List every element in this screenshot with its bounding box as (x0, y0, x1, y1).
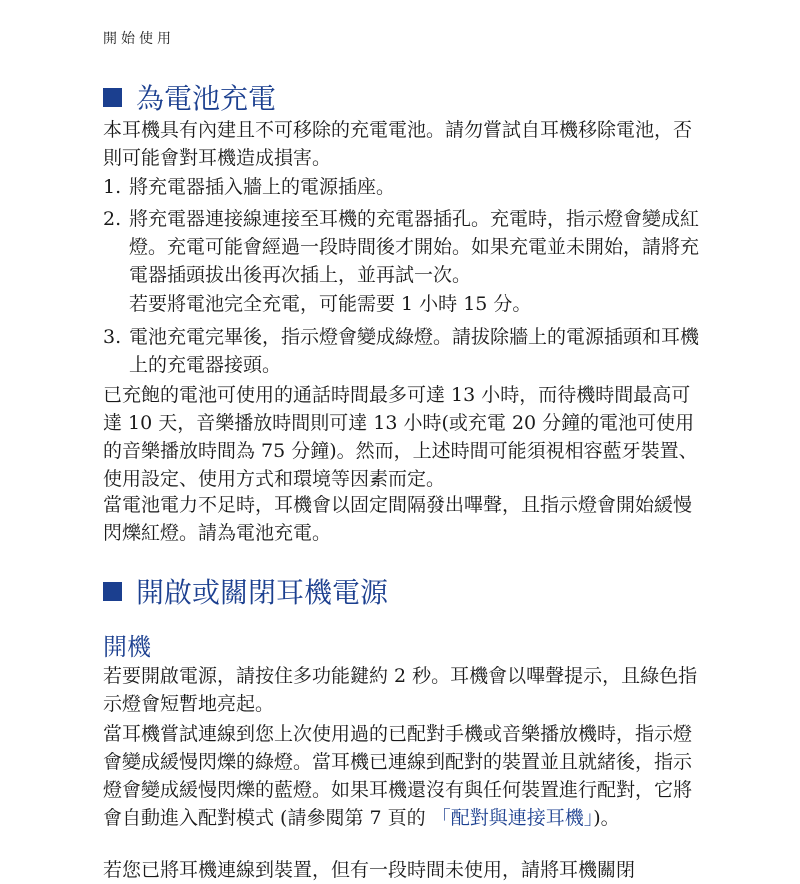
section-title-text: 開啟或關閉耳機電源 (136, 576, 389, 609)
section-title-text: 為電池充電 (136, 82, 277, 115)
intro-paragraph: 本耳機具有內建且不可移除的充電電池。請勿嘗試自耳機移除電池，否則可能會對耳機造成損害。 (103, 119, 693, 169)
running-head: 開始使用 (103, 31, 175, 47)
item-number: 2. (103, 208, 122, 230)
square-bullet-icon (103, 582, 122, 601)
pairing-link[interactable]: 「配對與連接耳機」 (431, 807, 594, 829)
item-text: 將充電器連接線連接至耳機的充電器插孔。充電時，指示燈會變成紅燈。充電可能會經過一段時間後才開始。如果充電並未開始，請將充電器插頭拔出後再次插上，並再試一次。 (129, 208, 700, 286)
connect-text-end: )。 (593, 807, 620, 829)
item-number: 3. (103, 326, 122, 348)
item-text: 將充電器插入牆上的電源插座。 (129, 176, 396, 198)
charge-time-note: 若要將電池完全充電，可能需要 1 小時 15 分。 (129, 293, 532, 315)
section-heading-power (103, 571, 388, 611)
power-on-paragraph: 若要開啟電源，請按住多功能鍵約 2 秒。耳機會以嗶聲提示，且綠色指示燈會短暫地亮起。 (103, 665, 698, 715)
list-item (103, 323, 703, 379)
section-heading-charge (103, 77, 276, 117)
connect-paragraph (103, 720, 703, 832)
connect-text-mid: 頁的 (381, 807, 432, 829)
list-item (103, 173, 703, 201)
page-ref: 7 (369, 807, 382, 829)
list-item (103, 205, 703, 289)
subheading-power-on: 開機 (103, 633, 151, 661)
connect-text-start: 當耳機嘗試連線到您上次使用過的已配對手機或音樂播放機時，指示燈會變成緩慢閃爍的綠燈。當耳機已連線到配對的裝置並且就緒後，指示燈會變成緩慢閃爍的藍燈。如果耳機還沒有與任何裝置進行配對，它將會自動進入配對模式 (請參閱第 (103, 723, 693, 829)
idle-paragraph: 若您已將耳機連線到裝置，但有一段時間未使用，請將耳機關閉 (103, 859, 636, 881)
square-bullet-icon (103, 88, 122, 107)
item-text: 電池充電完畢後，指示燈會變成綠燈。請拔除牆上的電源插頭和耳機上的充電器接頭。 (129, 326, 700, 376)
item-number: 1. (103, 176, 122, 198)
low-battery-paragraph: 當電池電力不足時，耳機會以固定間隔發出嗶聲，且指示燈會開始緩慢閃爍紅燈。請為電池充電。 (103, 494, 693, 544)
talk-time-paragraph: 已充飽的電池可使用的通話時間最多可達 13 小時，而待機時間最高可達 10 天，音樂播放時間則可達 13 小時(或充電 20 分鐘的電池可使用的音樂播放時間為 75 分鐘)。然而，上述時間可能須視相容藍牙裝置、使用設定、使用方式和環境等因素而定。 (103, 384, 698, 490)
